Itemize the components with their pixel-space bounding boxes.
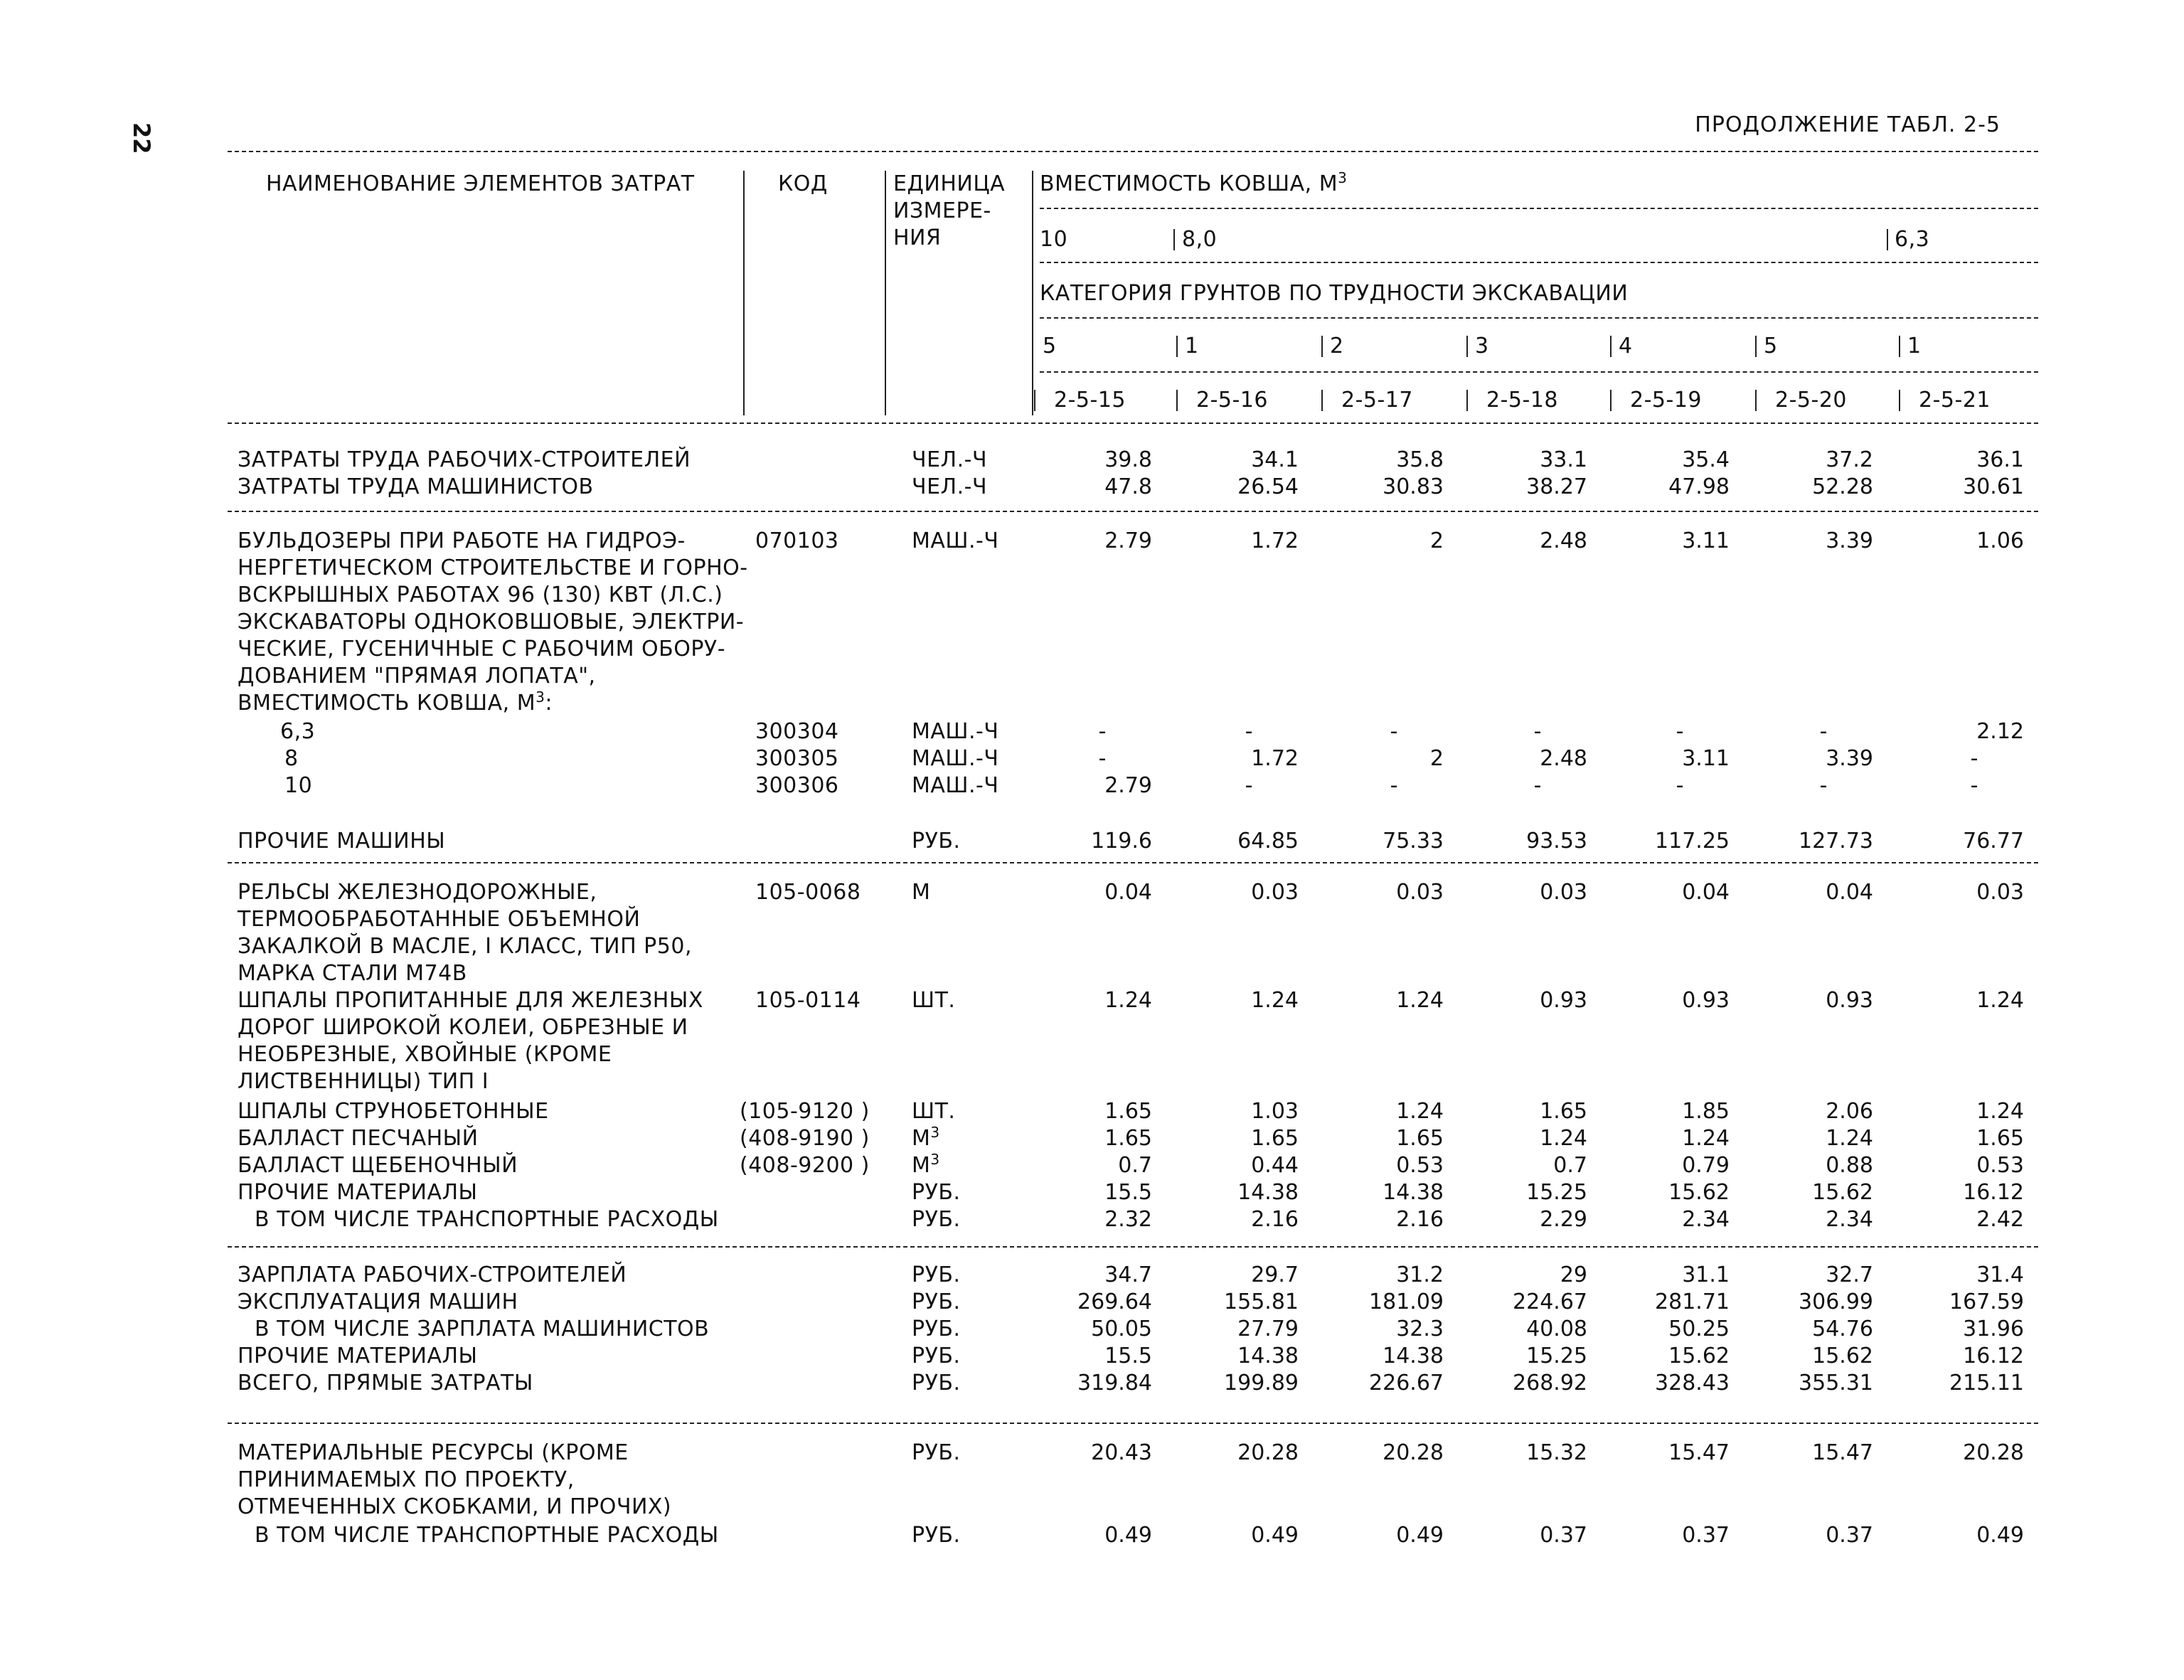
row-0-value-0: 39.8 xyxy=(1104,447,1152,472)
row-21-name-line-0: В ТОМ ЧИСЛЕ ТРАНСПОРТНЫЕ РАСХОДЫ xyxy=(255,1523,719,1548)
row-8-value-2: 0.03 xyxy=(1396,880,1444,905)
row-12-value-3: 0.7 xyxy=(1553,1153,1587,1178)
row-9-value-0: 1.24 xyxy=(1104,988,1152,1013)
row-8-name-line-2: ЗАКАЛКОЙ В МАСЛЕ, I КЛАСС, ТИП Р50, xyxy=(238,934,692,959)
row-15-name-line-0: ЗАРПЛАТА РАБОЧИХ-СТРОИТЕЛЕЙ xyxy=(238,1262,627,1287)
row-0-value-5: 37.2 xyxy=(1826,447,1873,472)
header-code-5: 2-5-20 xyxy=(1775,388,1847,413)
header-code-1: 2-5-16 xyxy=(1196,388,1268,413)
row-18-value-0: 15.5 xyxy=(1104,1344,1152,1368)
code-bar xyxy=(1755,390,1757,411)
row-5-code: 300305 xyxy=(755,746,839,771)
header-code-col: КОД xyxy=(778,171,828,196)
col-divider-code xyxy=(743,171,745,415)
row-6-name-line-0: 10 xyxy=(284,773,313,798)
row-10-value-1: 1.03 xyxy=(1251,1099,1299,1124)
rule-section-3 xyxy=(228,1246,2038,1248)
row-16-value-4: 281.71 xyxy=(1655,1290,1730,1314)
row-11-value-4: 1.24 xyxy=(1682,1126,1730,1151)
row-4-value-2: - xyxy=(1390,719,1398,744)
row-1-name-line-0: ЗАТРАТЫ ТРУДА МАШИНИСТОВ xyxy=(238,474,594,499)
row-4-value-1: - xyxy=(1245,719,1253,744)
row-11-unit: $М^3$ xyxy=(912,1124,940,1151)
row-8-value-1: 0.03 xyxy=(1251,880,1299,905)
row-9-value-3: 0.93 xyxy=(1540,988,1587,1013)
row-6-code: 300306 xyxy=(755,773,839,798)
row-14-value-5: 2.34 xyxy=(1826,1207,1873,1232)
header-category-1: 1 xyxy=(1185,334,1199,358)
row-8-value-3: 0.03 xyxy=(1540,880,1587,905)
row-4-code: 300304 xyxy=(755,719,839,744)
row-14-value-0: 2.32 xyxy=(1104,1207,1152,1232)
row-9-value-5: 0.93 xyxy=(1826,988,1873,1013)
row-20-name-line-2: ОТМЕЧЕННЫХ СКОБКАМИ, И ПРОЧИХ) xyxy=(238,1494,672,1519)
header-capacity-label: ВМЕСТИМОСТЬ КОВША, $М^3$ xyxy=(1040,169,1348,196)
row-21-value-0: 0.49 xyxy=(1104,1523,1152,1548)
row-20-unit: РУБ. xyxy=(912,1440,961,1465)
row-20-value-3: 15.32 xyxy=(1526,1440,1587,1465)
row-14-value-1: 2.16 xyxy=(1251,1207,1299,1232)
row-20-value-6: 20.28 xyxy=(1963,1440,2024,1465)
code-bar xyxy=(1176,390,1178,411)
row-16-name-line-0: ЭКСПЛУАТАЦИЯ МАШИН xyxy=(238,1290,518,1314)
row-3-name-line-3: ВМЕСТИМОСТЬ КОВША, $М^3$: xyxy=(238,689,553,716)
row-15-value-2: 31.2 xyxy=(1396,1262,1444,1287)
row-21-unit: РУБ. xyxy=(912,1523,961,1548)
row-7-unit: РУБ. xyxy=(912,829,961,854)
row-20-value-2: 20.28 xyxy=(1383,1440,1444,1465)
row-19-value-2: 226.67 xyxy=(1369,1371,1444,1395)
rule-section-4 xyxy=(228,1423,2038,1424)
row-7-value-2: 75.33 xyxy=(1383,829,1444,854)
row-15-value-0: 34.7 xyxy=(1104,1262,1152,1287)
row-5-value-3: 2.48 xyxy=(1540,746,1587,771)
header-category-2: 2 xyxy=(1330,334,1344,358)
row-9-name-line-2: НЕОБРЕЗНЫЕ, ХВОЙНЫЕ (КРОМЕ xyxy=(238,1042,612,1067)
row-7-value-3: 93.53 xyxy=(1526,829,1587,854)
row-16-value-0: 269.64 xyxy=(1077,1290,1152,1314)
row-21-value-5: 0.37 xyxy=(1826,1523,1873,1548)
row-11-value-1: 1.65 xyxy=(1251,1126,1299,1151)
row-5-name-line-0: 8 xyxy=(284,746,299,771)
row-8-code: 105-0068 xyxy=(755,880,861,905)
row-3-name-line-0: ЭКСКАВАТОРЫ ОДНОКОВШОВЫЕ, ЭЛЕКТРИ- xyxy=(238,610,745,634)
row-13-value-2: 14.38 xyxy=(1383,1180,1444,1205)
row-7-name-line-0: ПРОЧИЕ МАШИНЫ xyxy=(238,829,446,854)
row-11-value-6: 1.65 xyxy=(1976,1126,2024,1151)
row-19-value-6: 215.11 xyxy=(1949,1371,2024,1395)
row-2-value-4: 3.11 xyxy=(1682,528,1730,553)
row-9-name-line-0: ШПАЛЫ ПРОПИТАННЫЕ ДЛЯ ЖЕЛЕЗНЫХ xyxy=(238,988,703,1013)
row-8-name-line-1: ТЕРМООБРАБОТАННЫЕ ОБЪЕМНОЙ xyxy=(238,907,641,932)
category-bar xyxy=(1755,336,1757,357)
header-unit-line-1: ЕДИНИЦА xyxy=(893,171,1006,196)
row-14-name-line-0: В ТОМ ЧИСЛЕ ТРАНСПОРТНЫЕ РАСХОДЫ xyxy=(255,1207,719,1232)
row-9-name-line-1: ДОРОГ ШИРОКОЙ КОЛЕИ, ОБРЕЗНЫЕ И xyxy=(238,1015,688,1040)
row-19-value-5: 355.31 xyxy=(1799,1371,1873,1395)
row-12-code: (408-9200 ) xyxy=(740,1153,870,1178)
row-16-unit: РУБ. xyxy=(912,1290,961,1314)
row-12-value-1: 0.44 xyxy=(1251,1153,1299,1178)
bar-capacity-8 xyxy=(1173,229,1175,250)
row-6-value-1: - xyxy=(1245,773,1253,798)
col-divider-unit xyxy=(885,171,886,415)
row-6-value-2: - xyxy=(1390,773,1398,798)
row-17-value-1: 27.79 xyxy=(1237,1317,1299,1341)
row-17-value-4: 50.25 xyxy=(1668,1317,1730,1341)
rule-category-values xyxy=(1040,371,2038,373)
rule-capacity-values xyxy=(1040,262,2038,263)
row-14-value-4: 2.34 xyxy=(1682,1207,1730,1232)
row-2-name-line-0: БУЛЬДОЗЕРЫ ПРИ РАБОТЕ НА ГИДРОЭ- xyxy=(238,528,686,553)
category-bar xyxy=(1610,336,1612,357)
row-0-value-6: 36.1 xyxy=(1976,447,2024,472)
row-11-code: (408-9190 ) xyxy=(740,1126,870,1151)
row-8-name-line-0: РЕЛЬСЫ ЖЕЛЕЗНОДОРОЖНЫЕ, xyxy=(238,880,597,905)
row-13-unit: РУБ. xyxy=(912,1180,961,1205)
row-10-value-6: 1.24 xyxy=(1976,1099,2024,1124)
row-15-value-6: 31.4 xyxy=(1976,1262,2024,1287)
row-6-value-0: 2.79 xyxy=(1104,773,1152,798)
row-8-unit: М xyxy=(912,880,931,905)
header-code-6: 2-5-21 xyxy=(1919,388,1991,413)
row-4-value-3: - xyxy=(1533,719,1542,744)
row-1-unit: ЧЕЛ.-Ч xyxy=(912,474,988,499)
row-2-code: 070103 xyxy=(755,528,839,553)
row-17-value-3: 40.08 xyxy=(1526,1317,1587,1341)
row-13-value-5: 15.62 xyxy=(1812,1180,1873,1205)
code-bar xyxy=(1610,390,1612,411)
row-8-value-5: 0.04 xyxy=(1826,880,1873,905)
row-5-value-2: 2 xyxy=(1429,746,1444,771)
row-7-value-0: 119.6 xyxy=(1091,829,1152,854)
row-12-value-4: 0.79 xyxy=(1682,1153,1730,1178)
row-18-value-1: 14.38 xyxy=(1237,1344,1299,1368)
row-5-unit: МАШ.-Ч xyxy=(912,746,999,771)
row-0-name-line-0: ЗАТРАТЫ ТРУДА РАБОЧИХ-СТРОИТЕЛЕЙ xyxy=(238,447,691,472)
row-20-name-line-1: ПРИНИМАЕМЫХ ПО ПРОЕКТУ, xyxy=(238,1467,575,1492)
row-18-value-5: 15.62 xyxy=(1812,1344,1873,1368)
row-17-name-line-0: В ТОМ ЧИСЛЕ ЗАРПЛАТА МАШИНИСТОВ xyxy=(255,1317,710,1341)
row-16-value-5: 306.99 xyxy=(1799,1290,1873,1314)
header-category-label: КАТЕГОРИЯ ГРУНТОВ ПО ТРУДНОСТИ ЭКСКАВАЦИИ xyxy=(1040,281,1629,306)
row-1-value-5: 52.28 xyxy=(1812,474,1873,499)
row-1-value-0: 47.8 xyxy=(1104,474,1152,499)
row-0-value-3: 33.1 xyxy=(1540,447,1587,472)
row-21-value-2: 0.49 xyxy=(1396,1523,1444,1548)
header-code-0: 2-5-15 xyxy=(1054,388,1126,413)
header-capacity-6: 6,3 xyxy=(1895,227,1930,252)
row-0-unit: ЧЕЛ.-Ч xyxy=(912,447,988,472)
rule-section-2 xyxy=(228,862,2038,863)
row-2-value-0: 2.79 xyxy=(1104,528,1152,553)
row-4-value-4: - xyxy=(1676,719,1684,744)
row-15-value-4: 31.1 xyxy=(1682,1262,1730,1287)
row-18-value-6: 16.12 xyxy=(1963,1344,2024,1368)
row-13-value-1: 14.38 xyxy=(1237,1180,1299,1205)
row-20-value-5: 15.47 xyxy=(1812,1440,1873,1465)
row-6-value-6: - xyxy=(1970,773,1978,798)
row-7-value-1: 64.85 xyxy=(1237,829,1299,854)
row-5-value-4: 3.11 xyxy=(1682,746,1730,771)
row-12-value-5: 0.88 xyxy=(1826,1153,1873,1178)
row-7-value-4: 117.25 xyxy=(1655,829,1730,854)
row-10-code: (105-9120 ) xyxy=(740,1099,870,1124)
row-6-value-3: - xyxy=(1533,773,1542,798)
row-4-unit: МАШ.-Ч xyxy=(912,719,999,744)
row-4-value-6: 2.12 xyxy=(1976,719,2024,744)
row-17-value-0: 50.05 xyxy=(1091,1317,1152,1341)
row-11-value-3: 1.24 xyxy=(1540,1126,1587,1151)
row-13-value-4: 15.62 xyxy=(1668,1180,1730,1205)
row-2-value-3: 2.48 xyxy=(1540,528,1587,553)
row-8-name-line-3: МАРКА СТАЛИ М74В xyxy=(238,961,467,986)
row-18-value-3: 15.25 xyxy=(1526,1344,1587,1368)
rule-category xyxy=(1040,317,2038,319)
bar-capacity-6 xyxy=(1887,229,1888,250)
row-21-value-6: 0.49 xyxy=(1976,1523,2024,1548)
category-bar xyxy=(1899,336,1900,357)
row-9-value-6: 1.24 xyxy=(1976,988,2024,1013)
category-bar xyxy=(1466,336,1468,357)
row-2-value-1: 1.72 xyxy=(1251,528,1299,553)
code-bar xyxy=(1466,390,1468,411)
row-19-value-3: 268.92 xyxy=(1513,1371,1587,1395)
row-11-value-2: 1.65 xyxy=(1396,1126,1444,1151)
row-8-value-0: 0.04 xyxy=(1104,880,1152,905)
row-7-value-6: 76.77 xyxy=(1963,829,2024,854)
row-12-unit: $М^3$ xyxy=(912,1151,940,1178)
header-capacity-8: 8,0 xyxy=(1182,227,1218,252)
row-19-unit: РУБ. xyxy=(912,1371,961,1395)
row-5-value-0: - xyxy=(1098,746,1107,771)
row-4-value-5: - xyxy=(1819,719,1828,744)
row-18-value-2: 14.38 xyxy=(1383,1344,1444,1368)
row-11-value-5: 1.24 xyxy=(1826,1126,1873,1151)
row-8-value-6: 0.03 xyxy=(1976,880,2024,905)
row-19-value-4: 328.43 xyxy=(1655,1371,1730,1395)
code-bar xyxy=(1899,390,1900,411)
row-1-value-3: 38.27 xyxy=(1526,474,1587,499)
row-0-value-1: 34.1 xyxy=(1251,447,1299,472)
row-10-value-0: 1.65 xyxy=(1104,1099,1152,1124)
row-20-value-0: 20.43 xyxy=(1091,1440,1152,1465)
row-14-value-3: 2.29 xyxy=(1540,1207,1587,1232)
code-bar xyxy=(1321,390,1323,411)
row-3-name-line-2: ДОВАНИЕМ "ПРЯМАЯ ЛОПАТА", xyxy=(238,664,596,689)
row-13-value-0: 15.5 xyxy=(1104,1180,1152,1205)
header-category-5: 5 xyxy=(1764,334,1778,358)
row-1-value-4: 47.98 xyxy=(1668,474,1730,499)
row-4-value-0: - xyxy=(1098,719,1107,744)
page-number: 22 xyxy=(128,122,155,154)
row-9-name-line-3: ЛИСТВЕННИЦЫ) ТИП I xyxy=(238,1069,489,1094)
row-9-unit: ШТ. xyxy=(912,988,956,1013)
row-12-value-2: 0.53 xyxy=(1396,1153,1444,1178)
row-11-value-0: 1.65 xyxy=(1104,1126,1152,1151)
row-18-unit: РУБ. xyxy=(912,1344,961,1368)
header-code-2: 2-5-17 xyxy=(1341,388,1413,413)
row-20-value-1: 20.28 xyxy=(1237,1440,1299,1465)
row-16-value-1: 155.81 xyxy=(1224,1290,1299,1314)
row-2-name-line-1: НЕРГЕТИЧЕСКОМ СТРОИТЕЛЬСТВЕ И ГОРНО- xyxy=(238,555,748,580)
row-18-name-line-0: ПРОЧИЕ МАТЕРИАЛЫ xyxy=(238,1344,478,1368)
row-15-unit: РУБ. xyxy=(912,1262,961,1287)
row-21-value-4: 0.37 xyxy=(1682,1523,1730,1548)
row-3-name-line-1: ЧЕСКИЕ, ГУСЕНИЧНЫЕ С РАБОЧИМ ОБОРУ- xyxy=(238,637,726,661)
row-14-unit: РУБ. xyxy=(912,1207,961,1232)
row-16-value-6: 167.59 xyxy=(1949,1290,2024,1314)
row-11-name-line-0: БАЛЛАСТ ПЕСЧАНЫЙ xyxy=(238,1126,479,1151)
row-15-value-1: 29.7 xyxy=(1251,1262,1299,1287)
header-category-0: 5 xyxy=(1043,334,1057,358)
table-continuation-caption: ПРОДОЛЖЕНИЕ ТАБЛ. 2-5 xyxy=(1695,112,2001,137)
row-20-value-4: 15.47 xyxy=(1668,1440,1730,1465)
category-bar xyxy=(1321,336,1323,357)
row-2-value-6: 1.06 xyxy=(1976,528,2024,553)
row-10-value-3: 1.65 xyxy=(1540,1099,1587,1124)
row-9-value-4: 0.93 xyxy=(1682,988,1730,1013)
row-8-value-4: 0.04 xyxy=(1682,880,1730,905)
row-12-value-6: 0.53 xyxy=(1976,1153,2024,1178)
row-14-value-2: 2.16 xyxy=(1396,1207,1444,1232)
row-17-unit: РУБ. xyxy=(912,1317,961,1341)
row-1-value-1: 26.54 xyxy=(1237,474,1299,499)
row-15-value-3: 29 xyxy=(1560,1262,1587,1287)
row-2-value-2: 2 xyxy=(1429,528,1444,553)
category-bar xyxy=(1176,336,1178,357)
row-19-value-1: 199.89 xyxy=(1224,1371,1299,1395)
row-6-value-4: - xyxy=(1676,773,1684,798)
header-unit-line-3: НИЯ xyxy=(893,225,942,250)
code-bar xyxy=(1034,390,1035,411)
rule-top xyxy=(228,151,2038,152)
row-12-value-0: 0.7 xyxy=(1118,1153,1152,1178)
row-16-value-3: 224.67 xyxy=(1513,1290,1587,1314)
row-10-value-2: 1.24 xyxy=(1396,1099,1444,1124)
header-code-3: 2-5-18 xyxy=(1486,388,1558,413)
row-2-name-line-2: ВСКРЫШНЫХ РАБОТАХ 96 (130) КВТ (Л.С.) xyxy=(238,583,723,607)
row-13-value-6: 16.12 xyxy=(1963,1180,2024,1205)
rule-header-bottom xyxy=(228,422,2038,424)
row-9-value-2: 1.24 xyxy=(1396,988,1444,1013)
row-10-unit: ШТ. xyxy=(912,1099,956,1124)
row-1-value-6: 30.61 xyxy=(1963,474,2024,499)
header-category-6: 1 xyxy=(1907,334,1922,358)
row-7-value-5: 127.73 xyxy=(1799,829,1873,854)
row-2-unit: МАШ.-Ч xyxy=(912,528,999,553)
rule-section-1 xyxy=(228,511,2038,512)
row-6-value-5: - xyxy=(1819,773,1828,798)
header-category-4: 4 xyxy=(1619,334,1633,358)
row-13-name-line-0: ПРОЧИЕ МАТЕРИАЛЫ xyxy=(238,1180,478,1205)
row-17-value-5: 54.76 xyxy=(1812,1317,1873,1341)
row-6-unit: МАШ.-Ч xyxy=(912,773,999,798)
row-4-name-line-0: 6,3 xyxy=(280,719,316,744)
row-2-value-5: 3.39 xyxy=(1826,528,1873,553)
rule-capacity xyxy=(1040,208,2038,209)
row-18-value-4: 15.62 xyxy=(1668,1344,1730,1368)
header-category-3: 3 xyxy=(1475,334,1489,358)
row-10-name-line-0: ШПАЛЫ СТРУНОБЕТОННЫЕ xyxy=(238,1099,549,1124)
row-21-value-3: 0.37 xyxy=(1540,1523,1587,1548)
row-16-value-2: 181.09 xyxy=(1369,1290,1444,1314)
header-capacity-10: 10 xyxy=(1040,227,1068,252)
col-divider-values xyxy=(1032,171,1033,415)
row-15-value-5: 32.7 xyxy=(1826,1262,1873,1287)
row-5-value-1: 1.72 xyxy=(1251,746,1299,771)
row-19-value-0: 319.84 xyxy=(1077,1371,1152,1395)
row-0-value-2: 35.8 xyxy=(1396,447,1444,472)
row-9-code: 105-0114 xyxy=(755,988,861,1013)
row-20-name-line-0: МАТЕРИАЛЬНЫЕ РЕСУРСЫ (КРОМЕ xyxy=(238,1440,629,1465)
row-1-value-2: 30.83 xyxy=(1383,474,1444,499)
row-0-value-4: 35.4 xyxy=(1682,447,1730,472)
header-name-col: НАИМЕНОВАНИЕ ЭЛЕМЕНТОВ ЗАТРАТ xyxy=(266,171,695,196)
row-17-value-6: 31.96 xyxy=(1963,1317,2024,1341)
row-17-value-2: 32.3 xyxy=(1396,1317,1444,1341)
row-19-name-line-0: ВСЕГО, ПРЯМЫЕ ЗАТРАТЫ xyxy=(238,1371,533,1395)
row-5-value-5: 3.39 xyxy=(1826,746,1873,771)
row-13-value-3: 15.25 xyxy=(1526,1180,1587,1205)
row-10-value-4: 1.85 xyxy=(1682,1099,1730,1124)
row-21-value-1: 0.49 xyxy=(1251,1523,1299,1548)
row-5-value-6: - xyxy=(1970,746,1978,771)
row-10-value-5: 2.06 xyxy=(1826,1099,1873,1124)
header-code-4: 2-5-19 xyxy=(1630,388,1702,413)
row-9-value-1: 1.24 xyxy=(1251,988,1299,1013)
row-14-value-6: 2.42 xyxy=(1976,1207,2024,1232)
header-unit-line-2: ИЗМЕРЕ- xyxy=(893,198,991,223)
row-12-name-line-0: БАЛЛАСТ ЩЕБЕНОЧНЫЙ xyxy=(238,1153,518,1178)
